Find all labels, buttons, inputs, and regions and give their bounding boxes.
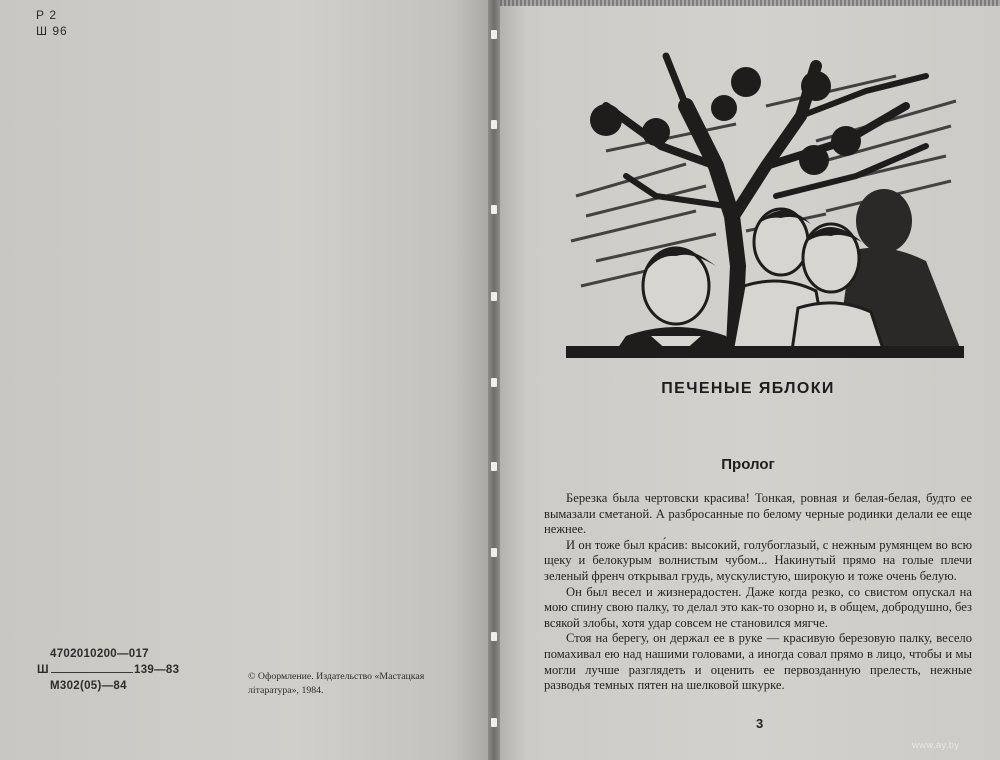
series-code: М302(05)—84 <box>50 680 127 692</box>
binding-stitch <box>491 632 497 641</box>
paragraph: Березка была чертовски красива! Тонкая, ровная и белая-белая, будто ее вымазали сметаной. А разбросанные по белому черные родинки делали ее еще нежнее. <box>544 491 972 537</box>
watermark: www.ay.by <box>912 740 960 751</box>
body-text <box>544 491 972 694</box>
binding-stitch <box>491 292 497 301</box>
paragraph: Он был весел и жизнерадостен. Даже когда резко, со свистом опускал на мою спину свою палку, то делал это как-то озорно и, в общем, добродушно, без всякой злобы, хотя удар совсем не становился мягче. <box>544 584 972 630</box>
binding-stitch <box>491 30 497 39</box>
apple-tree-with-four-boys-illustration <box>566 46 964 358</box>
paragraph: Стоя на берегу, он держал ее в руке — красивую березовую палку, весело помахивал ею над нашими головами, а иногда совал прямо в лицо, чтобы и мы могли лучше разглядеть и оценить ее первозданную прелесть, нежные разводья темных пятен на шелковой шкурке. <box>544 631 972 693</box>
chapter-title: ПЕЧЕНЫЕ ЯБЛОКИ <box>661 380 835 397</box>
page-edge-strip <box>496 0 1000 6</box>
classification-code-2: Ш 96 <box>36 24 68 38</box>
fraction-rule <box>51 672 133 673</box>
code-prefix: Ш <box>37 664 49 676</box>
imprint-note: © Оформление. Издательство «Мастацкая літаратура», 1984. <box>248 671 425 696</box>
binding-stitch <box>491 548 497 557</box>
binding-stitch <box>491 120 497 129</box>
page-number: 3 <box>756 716 764 731</box>
binding-stitch <box>491 205 497 214</box>
section-subtitle: Пролог <box>721 456 775 473</box>
left-page <box>0 0 492 760</box>
paragraph: И он тоже был кра́сив: высокий, голубоглазый, с нежным румянцем во всю щеку и белокурым волнистым чубом... Накинутый прямо на голые плечи зеленый френч открывал грудь, мускулистую, широкую и тоже очень белую. <box>544 537 972 583</box>
binding-stitch <box>491 718 497 727</box>
code-suffix: 139—83 <box>134 664 180 676</box>
isbn-line: 4702010200—017 <box>50 648 149 660</box>
classification-code-1: Р 2 <box>36 8 58 22</box>
